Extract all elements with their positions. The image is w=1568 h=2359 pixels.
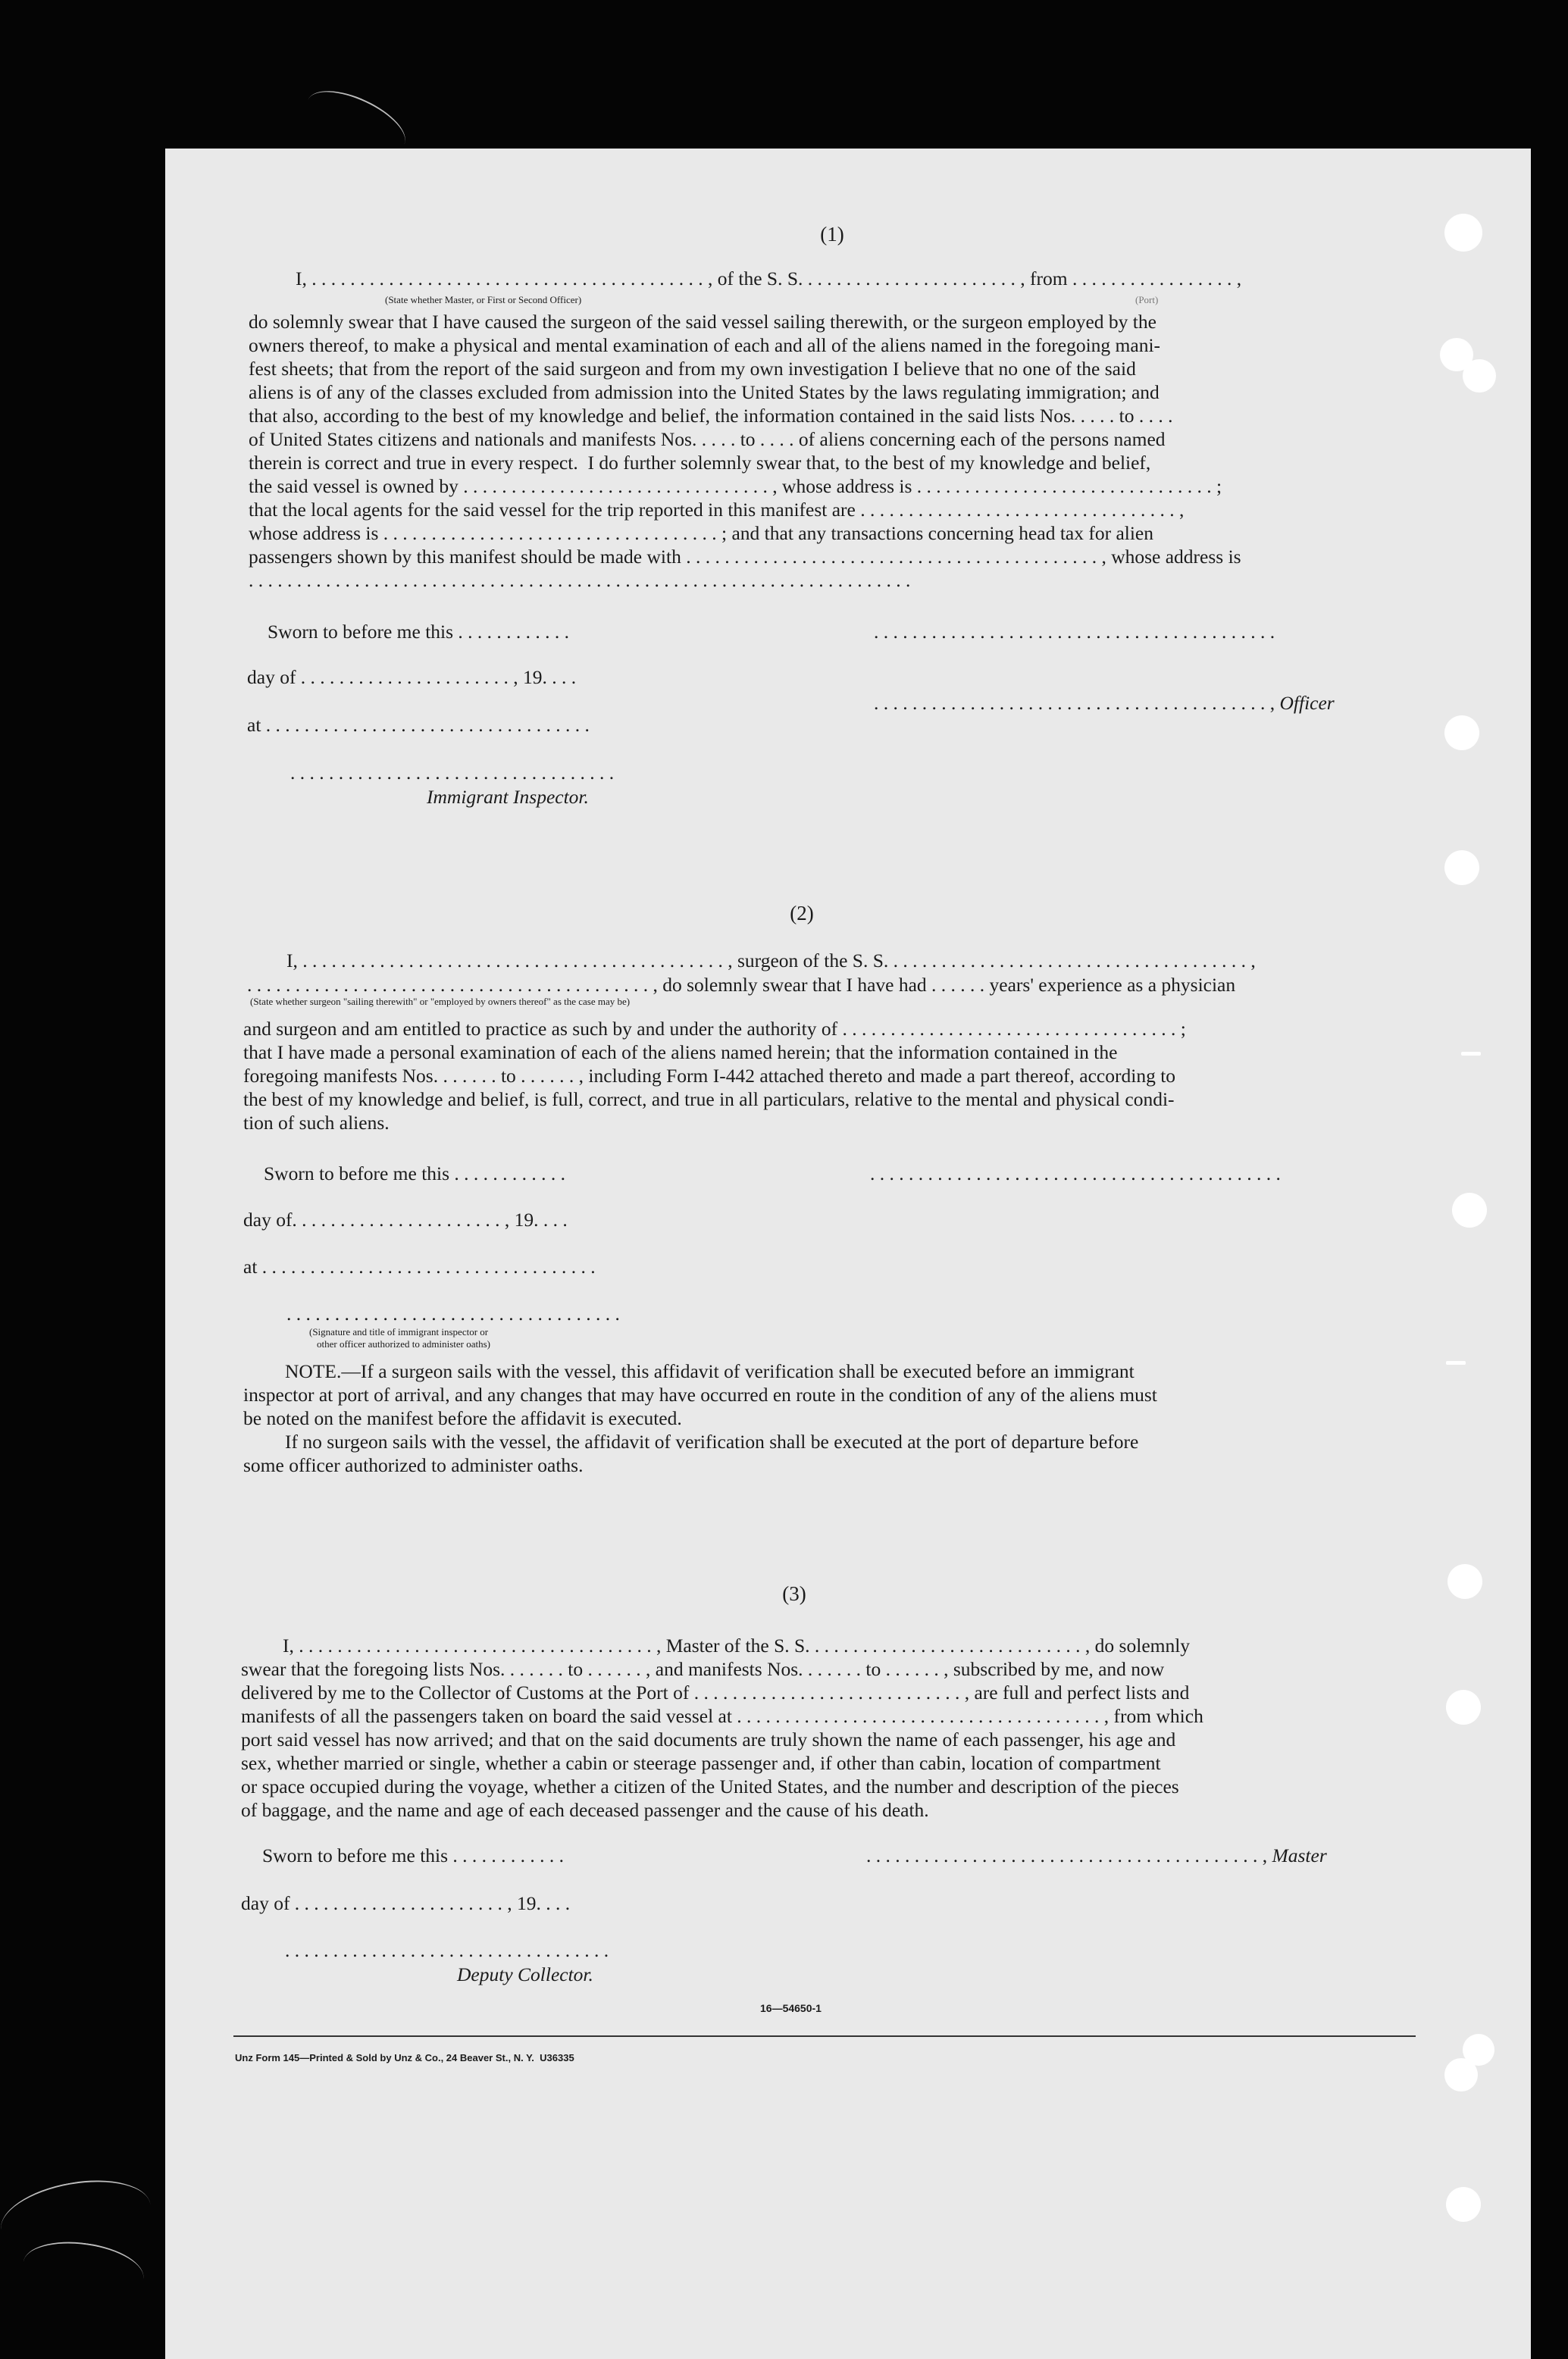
note-line: NOTE.—If a surgeon sails with the vessel, this affidavit of verification shall be executed before an immigrant <box>285 1360 1135 1382</box>
body-line: sex, whether married or single, whether a cabin or steerage passenger and, if other than cabin, location of compartment <box>241 1752 1161 1774</box>
body-line: whose address is . . . . . . . . . . . . . . . . . . . . . . . . . . . . . . . . . . . ; and that any transactions concerning head tax for alien <box>249 522 1154 544</box>
collector-label: Deputy Collector. <box>457 1963 593 1985</box>
section-number: (3) <box>782 1582 806 1605</box>
signature-dots: . . . . . . . . . . . . . . . . . . . . . . . . . . . . . . . . . . <box>285 1939 609 1961</box>
field-note: (State whether Master, or First or Second Officer) <box>385 294 582 305</box>
sworn-line: Sworn to before me this . . . . . . . . . . . . <box>268 621 570 643</box>
affidavit-body <box>241 1634 1522 1822</box>
signature-dots: . . . . . . . . . . . . . . . . . . . . . . . . . . . . . . . . . . . . . . . . . . . <box>870 1162 1281 1184</box>
sworn-line: Sworn to before me this . . . . . . . . . . . . <box>262 1844 565 1866</box>
body-line: that the local agents for the said vessel for the trip reported in this manifest are . . . . . . . . . . . . . . . . . . . . . . . . . . . . . . . . . , <box>249 499 1185 521</box>
body-line: therein is correct and true in every respect. I do further solemnly swear that, to the best of my knowledge and belief, <box>249 452 1151 474</box>
body-line: swear that the foregoing lists Nos. . . . . . . to . . . . . . , and manifests Nos. . . . . . . to . . . . . . , subscribed by me, and now <box>241 1658 1165 1680</box>
day-line: day of . . . . . . . . . . . . . . . . . . . . . . , 19. . . . <box>247 666 577 688</box>
officer-line <box>874 691 1335 715</box>
binder-hole <box>1448 1564 1482 1599</box>
affidavit-body <box>249 310 1529 592</box>
surgeon-line: I, . . . . . . . . . . . . . . . . . . . . . . . . . . . . . . . . . . . . . . . . . . . . , surgeon of the S. S. . . . . . . . . . . . . . . . . . . . . . . . . . . . . . . . . . . . . . , <box>286 950 1256 971</box>
field-note: (State whether surgeon "sailing therewith" or "employed by owners thereof" as the case may be) <box>250 996 631 1007</box>
binder-hole <box>1444 214 1482 252</box>
body-line: and surgeon and am entitled to practice as such by and under the authority of . . . . . . . . . . . . . . . . . . . . . . . . . . . . . . . . . . . ; <box>243 1018 1186 1040</box>
affidavit-body <box>243 1017 1524 1134</box>
body-line: tion of such aliens. <box>243 1112 390 1134</box>
section-number: (1) <box>820 223 844 246</box>
body-line: I, . . . . . . . . . . . . . . . . . . . . . . . . . . . . . . . . . . . . . , Master of the S. S. . . . . . . . . . . . . . . . . . . . . . . . . . . . . , do solemnly <box>283 1635 1191 1657</box>
body-line: the best of my knowledge and belief, is full, correct, and true in all particulars, relative to the mental and physical condi- <box>243 1088 1175 1110</box>
body-line: of baggage, and the name and age of each deceased passenger and the cause of his death. <box>241 1799 929 1821</box>
binder-hole <box>1444 850 1479 885</box>
body-line: aliens is of any of the classes excluded from admission into the United States by the laws regulating immigration; and <box>249 381 1160 403</box>
note-line: some officer authorized to administer oaths. <box>243 1454 584 1476</box>
sworn-line: Sworn to before me this . . . . . . . . . . . . <box>264 1162 566 1184</box>
binder-hole <box>1446 2187 1481 2222</box>
body-line: owners thereof, to make a physical and mental examination of each and all of the aliens named in the foregoing mani- <box>249 334 1161 356</box>
body-line: passengers shown by this manifest should be made with . . . . . . . . . . . . . . . . . . . . . . . . . . . . . . . . . . . . . . . . . . . , whose address is <box>249 546 1241 568</box>
binder-hole <box>1452 1193 1487 1228</box>
affiant-line: I, . . . . . . . . . . . . . . . . . . . . . . . . . . . . . . . . . . . . . . . . . , of the S. S. . . . . . . . . . . . . . . . . . . . . . . , from . . . . . . . . . . . . . . . . . , <box>296 267 1242 289</box>
note-line: If no surgeon sails with the vessel, the affidavit of verification shall be executed at the port of departure before <box>285 1431 1139 1453</box>
body-line: of United States citizens and nationals and manifests Nos. . . . . to . . . . of aliens concerning each of the persons named <box>249 428 1166 450</box>
body-line: or space occupied during the voyage, whether a citizen of the United States, and the number and description of the pieces <box>241 1776 1179 1797</box>
printer-credit: Unz Form 145—Printed & Sold by Unz & Co., 24 Beaver St., N. Y. U36335 <box>235 2052 574 2063</box>
footer-rule <box>233 2035 1416 2037</box>
form-code: 16—54650-1 <box>760 2002 822 2014</box>
officer-dots: . . . . . . . . . . . . . . . . . . . . . . . . . . . . . . . . . . . . . . . . . , <box>874 692 1280 714</box>
signature-note: other officer authorized to administer oaths) <box>317 1338 490 1350</box>
binder-hole <box>1444 715 1479 750</box>
body-line: . . . . . . . . . . . . . . . . . . . . . . . . . . . . . . . . . . . . . . . . . . . . . . . . . . . . . . . . . . . . . . . . . . . . . <box>249 569 911 591</box>
signature-dots: . . . . . . . . . . . . . . . . . . . . . . . . . . . . . . . . . . <box>290 762 615 784</box>
day-line: day of . . . . . . . . . . . . . . . . . . . . . . , 19. . . . <box>241 1892 571 1914</box>
master-label: Master <box>1272 1844 1327 1866</box>
day-line: day of. . . . . . . . . . . . . . . . . . . . . . , 19. . . . <box>243 1209 568 1231</box>
manifest-affidavit-page <box>165 149 1531 2359</box>
body-line: foregoing manifests Nos. . . . . . . to . . . . . . , including Form I-442 attached thereto and made a part thereof, according to <box>243 1065 1176 1087</box>
signature-dots: . . . . . . . . . . . . . . . . . . . . . . . . . . . . . . . . . . . . . . . . . . <box>874 621 1275 643</box>
binder-hole <box>1446 1690 1481 1725</box>
officer-label: Officer <box>1279 692 1335 714</box>
master-dots: . . . . . . . . . . . . . . . . . . . . . . . . . . . . . . . . . . . . . . . . . , <box>866 1844 1272 1866</box>
body-line: fest sheets; that from the report of the said surgeon and from my own investigation I believe that no one of the said <box>249 358 1136 380</box>
note-block <box>243 1359 1524 1477</box>
body-line: manifests of all the passengers taken on board the said vessel at . . . . . . . . . . . . . . . . . . . . . . . . . . . . . . . . . . . . . . , from which <box>241 1705 1203 1727</box>
field-note: (Port) <box>1135 294 1159 305</box>
body-line: that I have made a personal examination of each of the aliens named herein; that the information contained in the <box>243 1041 1118 1063</box>
inspector-label: Immigrant Inspector. <box>427 786 589 808</box>
body-line: do solemnly swear that I have caused the surgeon of the said vessel sailing therewith, or the surgeon employed by the <box>249 311 1156 333</box>
signature-note: (Signature and title of immigrant inspector or <box>309 1326 489 1337</box>
section-number: (2) <box>790 902 814 925</box>
body-line: delivered by me to the Collector of Customs at the Port of . . . . . . . . . . . . . . . . . . . . . . . . . . . . , are full and perfect lists and <box>241 1682 1190 1704</box>
signature-dots: . . . . . . . . . . . . . . . . . . . . . . . . . . . . . . . . . . . <box>286 1303 620 1325</box>
surgeon-line: . . . . . . . . . . . . . . . . . . . . . . . . . . . . . . . . . . . . . . . . . . , do solemnly swear that I have had . . . . . . years' experience as a physician <box>247 974 1236 996</box>
at-line: at . . . . . . . . . . . . . . . . . . . . . . . . . . . . . . . . . . . <box>243 1256 596 1278</box>
binder-hole <box>1444 2058 1478 2092</box>
body-line: the said vessel is owned by . . . . . . . . . . . . . . . . . . . . . . . . . . . . . . . . , whose address is . . . . . . . . . . . . . . . . . . . . . . . . . . . . . . . ; <box>249 475 1222 497</box>
note-line: be noted on the manifest before the affidavit is executed. <box>243 1407 682 1429</box>
body-line: port said vessel has now arrived; and that on the said documents are truly shown the name of each passenger, his age and <box>241 1729 1176 1750</box>
margin-mark <box>1446 1361 1466 1365</box>
at-line: at . . . . . . . . . . . . . . . . . . . . . . . . . . . . . . . . . . <box>247 714 590 736</box>
margin-mark <box>1461 1052 1481 1056</box>
body-line: that also, according to the best of my knowledge and belief, the information contained in the said lists Nos. . . . . to . . . . <box>249 405 1173 427</box>
note-line: inspector at port of arrival, and any changes that may have occurred en route in the condition of any of the aliens must <box>243 1384 1157 1406</box>
master-line <box>866 1844 1327 1867</box>
binder-hole <box>1463 359 1496 393</box>
